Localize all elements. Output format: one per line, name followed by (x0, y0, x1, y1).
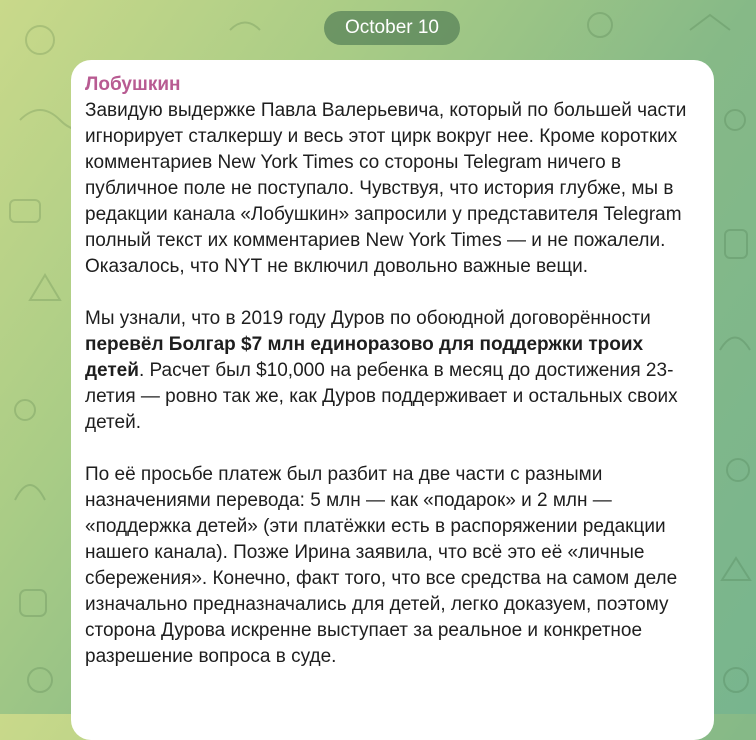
sender-name[interactable]: Лобушкин (85, 74, 181, 95)
paragraph-2-text-start: Мы узнали, что в 2019 году Дуров по обоюдной договорённости (85, 308, 651, 329)
message-bubble[interactable] (71, 60, 714, 740)
paragraph-2-bold-text: перевёл Болгар $7 млн единоразово для поддержки троих детей (85, 334, 644, 381)
message-paragraph-1: Завидую выдержке Павла Валерьевича, который по большей части игнорирует сталкершу и весь этот цирк вокруг нее. Кроме коротких комментариев New York Times со стороны Telegram ничего в публичное поле не поступало. Чувствуя, что история глубже, мы в редакции канала «Лобушкин» запросили у представителя Telegram полный текст их комментариев New York Times — и не пожалели. Оказалось, что NYT не включил довольно важные вещи. (85, 100, 687, 277)
message-paragraph-2 (85, 306, 698, 436)
message-paragraph-3: По её просьбе платеж был разбит на две части с разными назначениями перевода: 5 млн — как «подарок» и 2 млн — «поддержка детей» (эти платёжки есть в распоряжении редакции нашего канала). Позже Ирина заявила, что всё это её «личные сбережения». Конечно, факт того, что все средства на самом деле изначально предназначались для детей, легко доказуем, поэтому сторона Дурова искренне выступает за реальное и конкретное разрешение вопроса в суде. (85, 464, 678, 667)
paragraph-2-text-end: . Расчет был $10,000 на ребенка в месяц до достижения 23-летия — ровно так же, как Дуров поддерживает и остальных своих детей. (85, 360, 678, 433)
date-separator: October 10 (324, 11, 460, 45)
